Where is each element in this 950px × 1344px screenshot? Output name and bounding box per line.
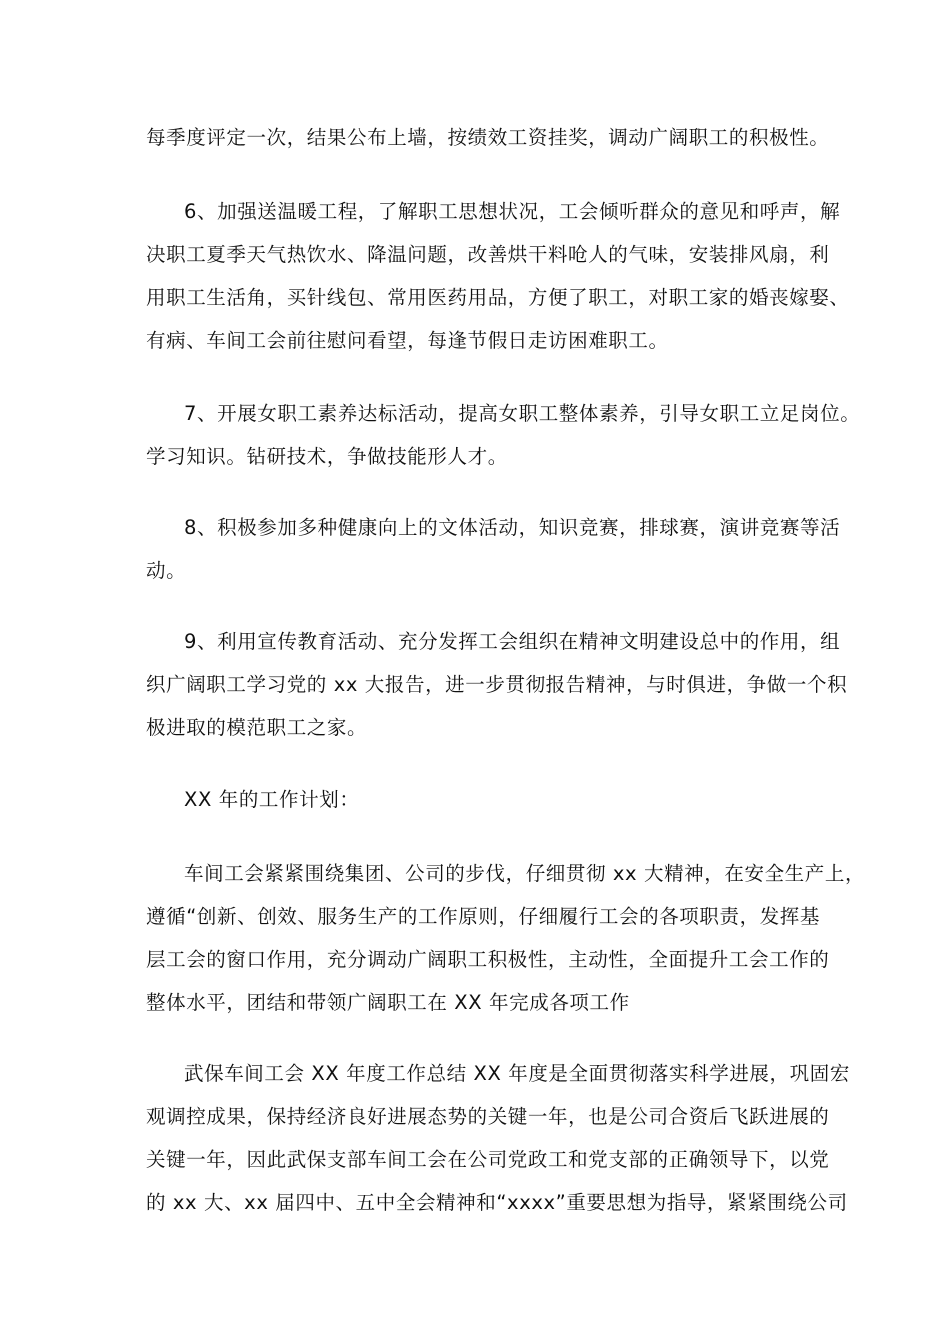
text-line: 织广阔职工学习党的 xx 大报告，进一步贯彻报告精神，与时俱进，争做一个积 <box>146 673 848 696</box>
paragraph-work-plan-heading <box>146 778 836 821</box>
text-line: 的 xx 大、xx 届四中、五中全会精神和“xxxx”重要思想为指导，紧紧围绕公司 <box>146 1191 848 1214</box>
text-line: 6、加强送温暖工程，了解职工思想状况，工会倾听群众的意见和呼声，解 <box>184 200 841 223</box>
text-line: 7、开展女职工素养达标活动，提高女职工整体素养，引导女职工立足岗位。 <box>184 402 861 425</box>
text-line: 每季度评定一次，结果公布上墙，按绩效工资挂奖，调动广阔职工的积极性。 <box>146 126 830 149</box>
text-line: 车间工会紧紧围绕集团、公司的步伐，仔细贯彻 xx 大精神，在安全生产上， <box>184 862 866 885</box>
paragraph-item-9 <box>146 620 848 749</box>
text-line: 9、利用宣传教育活动、充分发挥工会组织在精神文明建设总中的作用，组 <box>184 630 841 653</box>
text-line: 极进取的模范职工之家。 <box>146 716 368 739</box>
text-line: 层工会的窗口作用，充分调动广阔职工积极性，主动性，全面提升工会工作的 <box>146 948 830 971</box>
text-line: 观调控成果，保持经济良好进展态势的关键一年，也是公司合资后飞跃进展的 <box>146 1105 830 1128</box>
paragraph-item-7 <box>146 392 861 478</box>
text-line: 武保车间工会 XX 年度工作总结 XX 年度是全面贯彻落实科学进展，巩固宏 <box>184 1062 850 1085</box>
text-line: 关键一年，因此武保支部车间工会在公司党政工和党支部的正确领导下，以党 <box>146 1148 830 1171</box>
paragraph-work-plan <box>146 852 866 1024</box>
text-line: 整体水平，团结和带领广阔职工在 XX 年完成各项工作 <box>146 991 630 1014</box>
text-line: 动。 <box>146 559 187 582</box>
paragraph-annual-summary <box>146 1052 850 1224</box>
text-line: 用职工生活角，买针线包、常用医药用品，方便了职工，对职工家的婚丧嫁娶、 <box>146 286 850 309</box>
section-heading: XX 年的工作计划： <box>184 788 360 811</box>
paragraph-quarterly-review <box>146 116 836 159</box>
text-line: 有病、车间工会前往慰问看望，每逢节假日走访困难职工。 <box>146 329 669 352</box>
text-line: 学习知识。钻研技术，争做技能形人才。 <box>146 445 508 468</box>
text-line: 遵循“创新、创效、服务生产的工作原则，仔细履行工会的各项职责，发挥基 <box>146 905 821 928</box>
paragraph-item-6 <box>146 190 850 362</box>
paragraph-item-8 <box>146 506 841 592</box>
text-line: 决职工夏季天气热饮水、降温问题，改善烘干料呛人的气味，安装排风扇，利 <box>146 243 830 266</box>
text-line: 8、积极参加多种健康向上的文体活动，知识竞赛，排球赛，演讲竞赛等活 <box>184 516 841 539</box>
